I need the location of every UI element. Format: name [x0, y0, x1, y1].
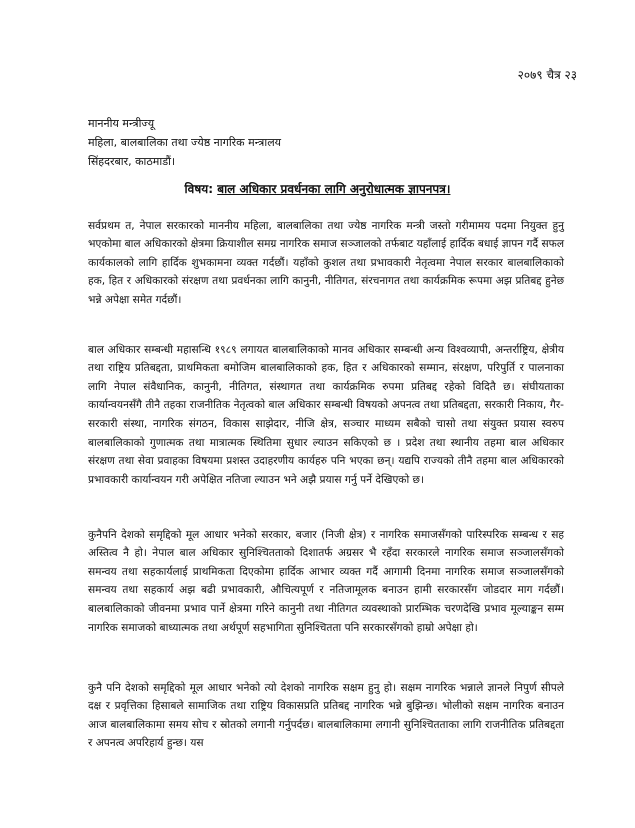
paragraph-commitments: बाल अधिकार सम्बन्धी महासन्धि १९८९ लगायत बालबालिकाको मानव अधिकार सम्बन्धी अन्य विश्वव्यापी, अन्तर्राष्ट्रिय, क्षेत्रीय तथा राष्ट्रिय प्रतिबद्दता, प्राथमिकता बमोजिम बालबालिकाको हक, हित र अधिकारको सम्मान, संरक्षण, परिपुर्ति र पालनाका लागि नेपाल संवैधानिक, कानुनी, नीतिगत, संस्थागत तथा कार्यक्रमिक रुपमा प्रतिबद्द रहेको विदितै छ। संघीयताका कार्यान्वयनसँगै तीनै तहका राजनीतिक नेतृत्वको बाल अधिकार सम्बन्धी विषयको अपनत्व तथा प्रतिबद्दता, सरकारी निकाय, गैर-सरकारी संस्था, नागरिक संगठन, विकास साझेदार, नीजि क्षेत्र, सञ्चार माध्यम सबैको चासो तथा संयुक्त प्रयास स्वरुप बालबालिकाको गुणात्मक तथा मात्रात्मक स्थितिमा सुधार ल्याउन सकिएको छ । प्रदेश तथा स्थानीय तहमा बाल अधिकार संरक्षण तथा सेवा प्रवाहका विषयमा प्रशस्त उदाहरणीय कार्यहरु पनि भएका छन्। यद्यपि राज्यको तीनै तहमा बाल अधिकारको प्रभावकारी कार्यान्वयन गरी अपेक्षित नतिजा ल्याउन भने अझै प्रयास गर्नु पर्ने देखिएको छ।: [88, 343, 564, 486]
subject-text: बाल अधिकार प्रवर्धनका लागि अनुरोधात्मक ज्ञापनपत्र।: [217, 182, 451, 196]
subject-label: विषय:: [184, 182, 214, 196]
recipient-title: माननीय मन्त्रीज्यू: [88, 117, 155, 130]
paragraph-congratulation: सर्वप्रथम त, नेपाल सरकारको माननीय महिला, बालबालिका तथा ज्येष्ठ नागरिक मन्त्री जस्तो गरीमामय पदमा नियुक्त हुनु भएकोमा बाल अधिकारको क्षेत्रमा क्रियाशील समग्र नागरिक समाज सञ्जालको तर्फबाट यहाँलाई हार्दिक बधाई ज्ञापन गर्दै सफल कार्यकालको लागि हार्दिक शुभकामना व्यक्त गर्दछौं। यहाँको कुशल तथा प्रभावकारी नेतृत्वमा नेपाल सरकार बालबालिकाको हक, हित र अधिकारको संरक्षण तथा प्रवर्धनका लागि कानुनी, नीतिगत, संरचनागत तथा कार्यक्रमिक रूपमा अझ प्रतिबद्द हुनेछ भन्ने अपेक्षा समेत गर्दछौं।: [88, 219, 565, 306]
letter-date: २०७९ चैत्र २३: [517, 68, 577, 82]
recipient-ministry: महिला, बालबालिका तथा ज्येष्ठ नागरिक मन्त्रालय: [88, 136, 282, 149]
paragraph-capable-citizens: कुनै पनि देशको समृद्दिको मूल आधार भनेको त्यो देशको नागरिक सक्षम हुनु हो। सक्षम नागरिक भन्नाले ज्ञानले निपुर्ण सीपले दक्ष र प्रवृत्तिका हिसाबले सामाजिक तथा राष्ट्रिय विकासप्रति प्रतिबद्द नागरिक भन्ने बुझिन्छ। भोलीको सक्षम नागरिक बनाउन आज बालबालिकामा समय सोच र स्रोतको लगानी गर्नुपर्दछ। बालबालिकामा लगानी सुनिश्चितताका लागि राजनीतिक प्रतिबद्दता र अपनत्व अपरिहार्य हुन्छ। यस: [88, 681, 564, 750]
paragraph-civil-society: कुनैपनि देशको समृद्दिको मूल आधार भनेको सरकार, बजार (निजी क्षेत्र) र नागरिक समाजसँगको पारिस्परिक सम्बन्ध र सह अस्तित्व नै हो। नेपाल बाल अधिकार सुनिश्चितताको दिशातर्फ अग्रसर भै रहँदा सरकारले नागरिक समाज सञ्जालसँगको समन्वय तथा सहकार्यलाई प्राथमिकता दिएकोमा हार्दिक आभार व्यक्त गर्दै आगामी दिनमा नागरिक समाज सञ्जालसँगको समन्वय तथा सहकार्य अझ बढी प्रभावकारी, औचित्यपूर्ण र नतिजामूलक बनाउन हामी सरकारसँग जोडदार माग गर्दछौं। बालबालिकाको जीवनमा प्रभाव पार्ने क्षेत्रमा गरिने कानुनी तथा नीतिगत व्यवस्थाको प्रारम्भिक चरणदेखि प्रभाव मूल्याङ्कन सम्म नागरिक समाजको बाध्यात्मक तथा अर्थपूर्ण सहभागिता सुनिश्चितता पनि सरकारसँगको हाम्रो अपेक्षा हो।: [88, 528, 564, 634]
recipient-location: सिंहदरबार, काठमाडौं।: [88, 155, 176, 168]
subject-line: [0, 180, 635, 197]
recipient-address: [88, 114, 281, 171]
